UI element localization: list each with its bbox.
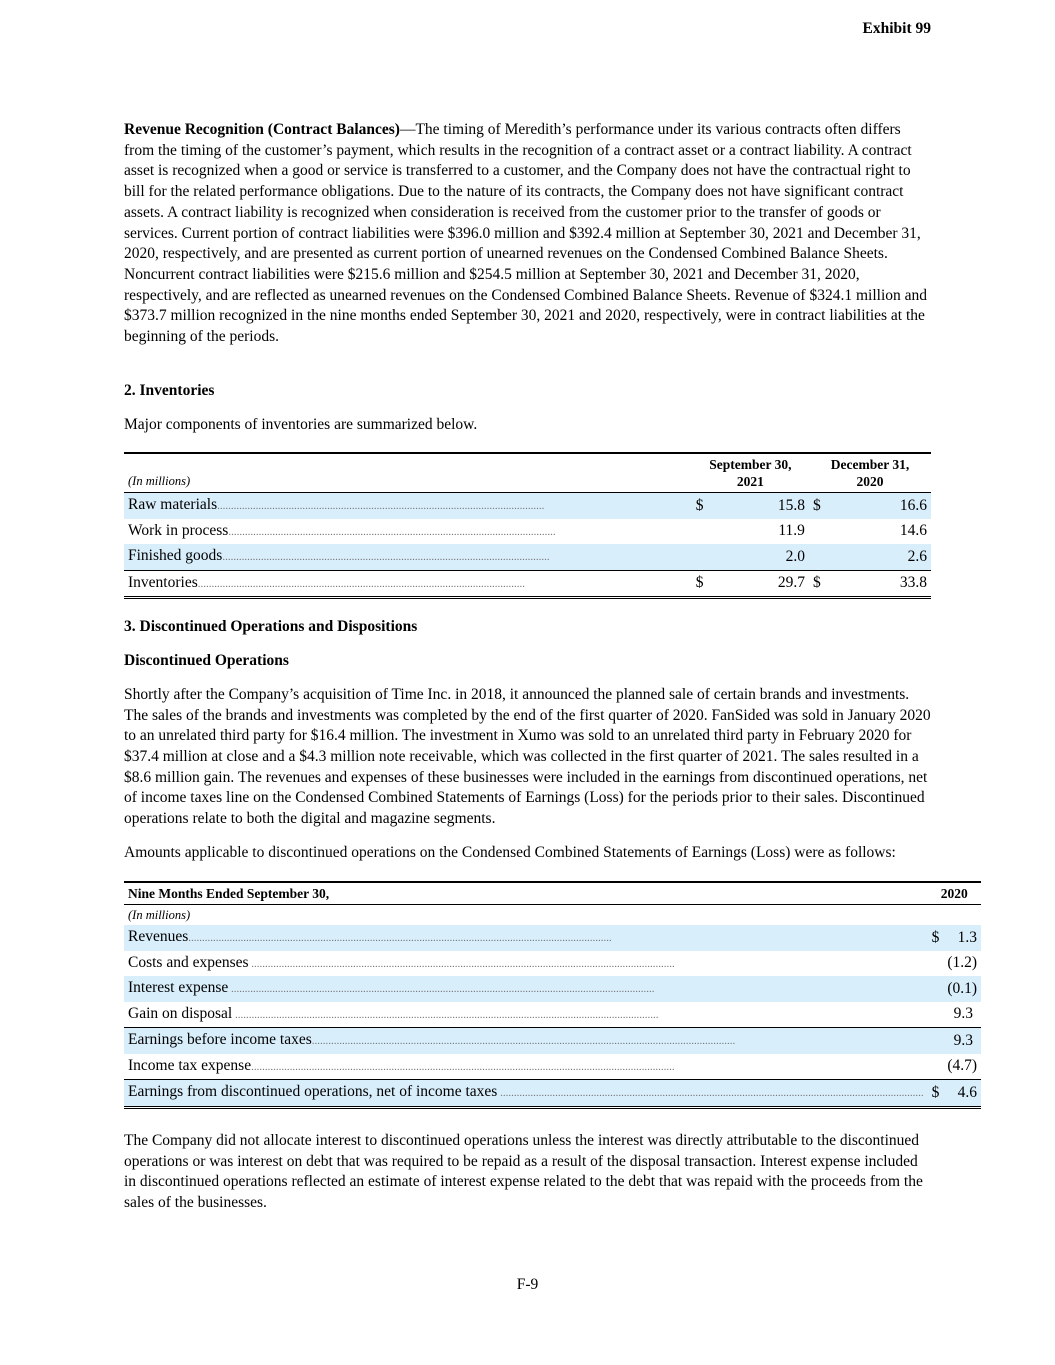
revenue-recognition-paragraph: [124, 120, 931, 368]
discontinued-table: [124, 881, 981, 1109]
table-row: Raw materials....................................................................................................................... $ 15.8 $ 16.6: [124, 493, 931, 519]
row-label: Revenues: [128, 928, 189, 946]
table-row: Finished goods....................................................................................................................... 2.0 2.6: [124, 544, 931, 570]
table-row: Revenues.......................................................................................................................................................... $ 1.3: [124, 925, 981, 951]
row-label: Income tax expense: [128, 1056, 252, 1074]
table-row: Earnings before income taxes.......................................................................................................................................................... 9.3: [124, 1028, 981, 1054]
revenue-recognition-title: Revenue Recognition (Contract Balances): [124, 121, 400, 138]
currency-symbol: $: [692, 493, 714, 519]
table-row-total: Inventories....................................................................................................................... $ 29.7 $ 33.8: [124, 570, 931, 598]
table-row: Income tax expense.......................................................................................................................................................... (4.7): [124, 1054, 981, 1080]
row-label: Earnings before income taxes: [128, 1031, 312, 1049]
value-2021: 15.8: [714, 493, 809, 519]
inventories-units: (In millions): [124, 453, 692, 493]
row-value: 9.3: [943, 1028, 981, 1054]
row-value: 9.3: [953, 1005, 974, 1023]
inventories-intro: Major components of inventories are summarized below.: [124, 415, 478, 433]
currency-symbol: $: [928, 925, 944, 951]
revenue-recognition-body: —The timing of Meredith’s performance under its various contracts often differs from the timing of the customer’s payment, which results in the recognition of a contract asset or a contract liability. A contract asset is recognized when a good or service is transferred to a customer, and the Company does not have the contractual right to bill for the related performance obligations. Due to the nature of its contracts, the Company does not have significant contract assets. A contract liability is recognized when consideration is received from the customer prior to the transfer of goods or services. Current portion of contract liabilities were $396.0 million and $392.4 million at September 30, 2021 and December 31, 2020, respectively, and are presented as current portion of unearned revenues on the Condensed Combined Balance Sheets. Noncurrent contract liabilities were $215.6 million and $254.5 million at September 30, 2021 and December 31, 2020, respectively, and are reflected as unearned revenues on the Condensed Combined Balance Sheets. Revenue of $324.1 million and $373.7 million recognized in the nine months ended September 30, 2021 and 2020, respectively, were in contract liabilities at the beginning of the periods.: [124, 121, 928, 346]
row-label: Work in process: [128, 521, 229, 539]
currency-symbol: [928, 976, 944, 1002]
discontinued-paragraph-2: Amounts applicable to discontinued operations on the Condensed Combined Statements of Earnings (Loss) were as follows:: [124, 843, 896, 861]
discontinued-paragraph-1: Shortly after the Company’s acquisition of Time Inc. in 2018, it announced the planned sale of certain brands and investments. The sales of the brands and investments was completed by the end of the first quarter of 2020. FanSided was sold in January 2020 to an unrelated third party for $16.4 million. The investment in Xumo was sold to an unrelated third party in February 2020 for $37.4 million at close and a $4.3 million note receivable, which was collected in the first quarter of 2021. The sales resulted in a $8.6 million gain. The revenues and expenses of these businesses were included in the earnings from discontinued operations, net of income taxes line on the Condensed Combined Statements of Earnings (Loss) for the periods prior to their sales. Discontinued operations relate to both the digital and magazine segments.: [124, 685, 931, 828]
currency-symbol: [809, 519, 831, 545]
column-header-2020: 2020: [928, 882, 981, 905]
page-number: F-9: [516, 1276, 539, 1293]
row-label: Gain on disposal: [128, 1004, 233, 1022]
inventories-heading: 2. Inventories: [124, 382, 215, 399]
currency-symbol: [928, 1002, 944, 1028]
currency-symbol: [928, 951, 944, 977]
discontinued-units: (In millions): [128, 908, 191, 923]
value-2020: 2.6: [831, 544, 931, 570]
currency-symbol: [928, 1028, 944, 1054]
row-value: (0.1): [943, 976, 981, 1002]
column-header-sep-2021: September 30, 2021: [692, 453, 809, 493]
currency-symbol: $: [809, 493, 831, 519]
row-value: (4.7): [947, 1057, 978, 1075]
exhibit-label: Exhibit 99: [862, 20, 931, 37]
row-label: Inventories: [128, 573, 198, 591]
row-value: 1.3: [943, 925, 981, 951]
table-row: Gain on disposal .......................................................................................................................................................... 9.3: [124, 1002, 981, 1028]
discontinued-paragraph-3: The Company did not allocate interest to discontinued operations unless the interest was directly attributable to the discontinued operations or was interest on debt that was required to be repaid as a result of the disposal transaction. Interest expense included in discontinued operations reflected an estimate of interest expense related to the debt that was repaid with the proceeds from the sales of the businesses.: [124, 1131, 923, 1212]
column-header-dec-2020: December 31, 2020: [809, 453, 931, 493]
inventories-table: [124, 452, 931, 599]
table-row: Interest expense .......................................................................................................................................................... (0.1): [124, 976, 981, 1002]
row-value: (1.2): [947, 954, 978, 972]
value-2020: 16.6: [831, 493, 931, 519]
currency-symbol: $: [928, 1080, 944, 1108]
table-row: Work in process....................................................................................................................... 11.9 14.6: [124, 519, 931, 545]
currency-symbol: $: [692, 570, 714, 598]
row-label: Earnings from discontinued operations, net of income taxes: [128, 1083, 498, 1101]
table-title: Nine Months Ended September 30,: [124, 882, 928, 905]
row-label: Raw materials: [128, 496, 218, 514]
table-row: Costs and expenses .......................................................................................................................................................... (1.2): [124, 951, 981, 977]
currency-symbol: [928, 1054, 944, 1080]
value-2021: 2.0: [714, 544, 809, 570]
row-label: Finished goods: [128, 547, 223, 565]
currency-symbol: [809, 544, 831, 570]
currency-symbol: $: [809, 570, 831, 598]
row-value: 4.6: [943, 1080, 981, 1108]
currency-symbol: [692, 519, 714, 545]
units-row: [124, 905, 981, 926]
value-2020: 14.6: [899, 522, 927, 540]
table-row-total: Earnings from discontinued operations, net of income taxes .......................................................................................................................................................... $ 4.6: [124, 1080, 981, 1108]
currency-symbol: [692, 544, 714, 570]
row-label: Interest expense: [128, 979, 229, 997]
value-2021: 29.7: [714, 570, 809, 598]
document-body: [124, 120, 978, 1214]
value-2020: 33.8: [831, 570, 931, 598]
value-2021: 11.9: [778, 522, 805, 540]
discontinued-subheading: Discontinued Operations: [124, 652, 289, 670]
row-label: Costs and expenses: [128, 953, 249, 971]
discontinued-heading: 3. Discontinued Operations and Dispositions: [124, 618, 418, 636]
